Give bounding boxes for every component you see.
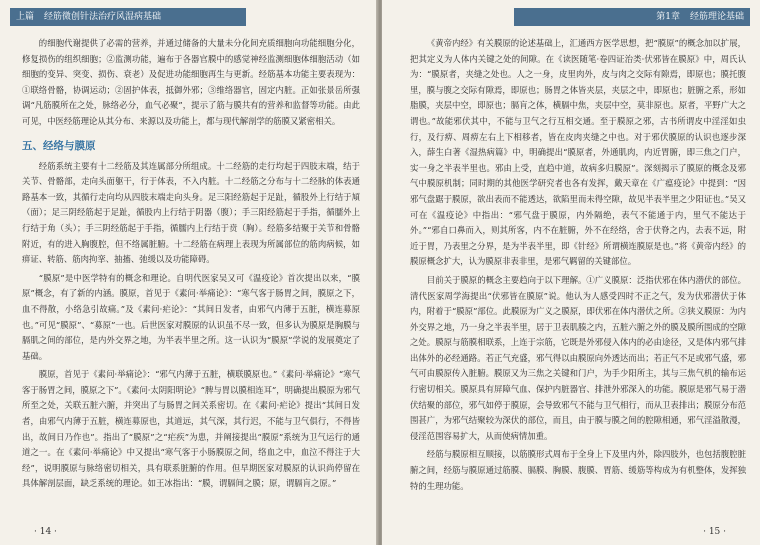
right-paragraph-1: 《黄帝内经》有关膜原的论述基础上，汇通西方医学思想，把“膜原”的概念加以扩展，把其定义为人体内关键之处的间隙。在《读医随笔·卷四证治类·伏邪皆在膜原》中，周氏认为：“膜原者，夹缝之处也。人之一身，皮里肉外，皮与肉之交际有隙焉，即原也；膜托腹里，膜与腹之交际有隙焉，即原也；肠胃之体皆夹层，夹层之中，即原也；脏腑之系，形如脂膜，夹层中空，即原也；膈肓之体，横膈中焦，夹层中空，莫非原也。原者，平野广大之谓也。”故能邪伏其中，不能与卫气之行互相交通。至于膜原之邪，古书所谓皮中淫淫如虫行，及行痹、周痹左右上下相移者，皆在皮肉夹缝之中也。对于邪伏膜原的认识也逐步深入，薛生白著《湿热病篇》中，明确提出“膜原者，外通肌肉，内近胃腑，即三焦之门户，实一身之半表半里也。邪由上受，直趋中道，故病多归膜原”。深刻揭示了膜原的概念及邪气中膜原机制；同时期的其他医学研究者也各有发挥，戴天章在《广瘟疫论》中提到：“因邪气盘踞于膜原，欲出表而不能透达，欲陷里而未得空隙，故见半表半里之少阳证也。”吴又可在《温疫论》中指出：“邪气盘于膜原，内外隔绝，表气不能通于内，里气不能达于外。”“邪自口鼻而入，则其所客，内不在脏腑，外不在经络，舍于伏脊之内，去表不远，附近于胃，乃表里之分界，是为半表半里，即《针经》所谓横连膜原是也。”将《黄帝内经》的膜原概念扩大，认为膜原非表非里，是邪气羁留的关键部位。 <box>410 38 746 267</box>
left-paragraph-2: 经筋系统主要有十二经筋及其连属部分所组成。十二经筋的走行均起于四肢末端，结于关节、骨骼部，走向头面躯干，行于体表，不入内脏。十二经筋之分布与十二经脉的体表通路基本一致，其循行走向均从四肢末端走向头身。足三阳经筋起于足趾，循股外上行结于頄（面）；足三阴经筋起于足趾，循股内上行结于阴器（腹）；手三阳经筋起于手指，循臑外上行结于角（头）；手三阴经筋起于手指，循臑内上行结于贲（胸）。经筋多结聚于关节和骨骼附近，有的进入胸腹腔，但不络属脏腑。十二经筋在病理上表现为所属部位的筋肉病候，如痹证、转筋、筋肉拘挛、抽搐、弛缓以及功能障碍。 <box>22 160 360 265</box>
header-part: 上篇 <box>16 12 35 22</box>
right-paragraph-2: 目前关于膜原的概念主要趋向于以下理解。①广义膜原：泛指伏邪在体内潜伏的部位。清代医家周学海提出“伏邪皆在膜原”说。他认为人感受四时不正之气，发为伏邪潜伏于体内，附着于“膜原”部位。此膜原为广义之膜原，即伏邪在体内潜伏之所。②狭义膜原：为内外交界之地，乃一身之半表半里，居于卫表肌腠之内，五脏六腑之外的膜及膜所围成的空隙之处。膜原与筋膜相联系，上连于宗筋，它既是外邪侵入体内的必由途径，又是体内邪气排出体外的必经通路。若正气充盛，邪气得以由膜原向外透达而出；若正气不足或邪气盛，邪气可由膜原传入脏腑。膜原又为三焦之关键和门户，为手少阳所主，其与三焦气机的输布运行密切相关。膜原具有屏障气血、保护内脏器官、排泄外邪深入的功能。膜原是邪气易于潜伏结聚的部位，邪气如停于膜原，会导致邪气不能与卫气相行，而从卫表排出；膜原分布范围甚广，为邪气结聚较为深伏的部位，而且，由于膜与膜之间的腔隙相通，邪气淫溢散漫，侵淫范围容易扩大，从而使病情加重。 <box>410 274 746 441</box>
header-chapter-title: 经筋理论基础 <box>689 12 744 22</box>
right-page <box>382 0 760 545</box>
right-page-number: · 15 · <box>703 527 726 537</box>
right-page-header <box>514 8 750 26</box>
left-paragraph-1: 的细胞代谢提供了必需的营养，并通过储备的大量未分化间充质细胞向功能细胞分化，修复损伤的组织细胞；②监测功能，遍布于各器官膜中的感觉神经监测细胞体细胞活动（如细胞的变异、突变、损伤、衰老）及促进功能细胞再生与更新。经筋基本功能主要表现为：①联络骨骼，协调运动；②固护体表，抵御外邪；③维络器官，固定内脏。正如张景岳所强调“凡筋膜所在之处，脉络必分，血气必聚”，提示了筋与膜共有的营养和监督等功能。由此可见，中医经筋理论从其分布、来源以及功能上，都与现代解剖学的筋膜又紧密相关。 <box>22 38 360 126</box>
right-paragraph-3: 经筋与膜原相互顺接，以筋膜形式周布于全身上下及里内外，除四肢外，也包括腹腔脏腑之间，经筋与膜原通过筋膜、膈膜、胸膜、腹膜、胃筋、缓筋等构成为有机整体，发挥独特的生理功能。 <box>410 449 746 491</box>
header-chapter: 第1章 <box>656 12 680 22</box>
left-page-header <box>10 8 246 26</box>
right-page-body <box>410 36 746 519</box>
header-book-title: 经筋微创针法治疗风湿病基础 <box>44 12 162 22</box>
left-paragraph-3: “膜原”是中医学特有的概念和理论。自明代医家吴又可《温疫论》首次提出以来，“膜原”概念，有了新的内涵。膜原，首见于《素问·举痛论》：“寒气客于肠胃之间，膜原之下，血不得散，小络急引故痛。”及《素问·疟论》：“其间日发者，由邪气内薄于五脏，横连募原也。”可见“膜原”、“募原”一也。后世医家对膜原的认识虽不尽一致，但多认为膜原是胸膜与膈肌之间的部位，是内外交界之地，为半表半里之所。这一认识为“膜原”学说的发展奠定了基础。 <box>22 272 360 361</box>
left-page <box>0 0 378 545</box>
left-page-body <box>22 36 360 519</box>
section-title: 五、经络与膜原 <box>22 139 96 152</box>
left-page-number: · 14 · <box>34 527 57 537</box>
left-paragraph-4: 膜原，首见于《素问·举痛论》：“邪气内薄于五脏，横联膜原也。”《素问·举痛论》“寒气客于肠胃之间，膜原之下”。《素问·太阴阳明论》“脾与胃以膜相连耳”，明确提出膜原为邪气所至之处，关联五脏六腑，并突出了与肠胃之间关系密切。在《素问·疟论》提出“其间日发者，由邪气内薄于五脏，横连募原也，其道远，其气深，其行迟，不能与卫气俱行，不得皆出，故间日乃作也”。指出了“膜原”之“疟疾”为患，并阐接提出“膜原”系统为卫气运行的通道之一。在《素问·举痛论》中又提出“寒气客于小肠膜原之间，络血之中，血泣不得注于大经”，说明膜原与脉络密切相关，具有联系脏腑的作用。但早期医家对膜原的认识尚停留在具体解剖层面，缺乏系统的理论。如王冰指出：“膜，谓膈间之膜；原，谓膈肓之原。” <box>22 369 360 489</box>
